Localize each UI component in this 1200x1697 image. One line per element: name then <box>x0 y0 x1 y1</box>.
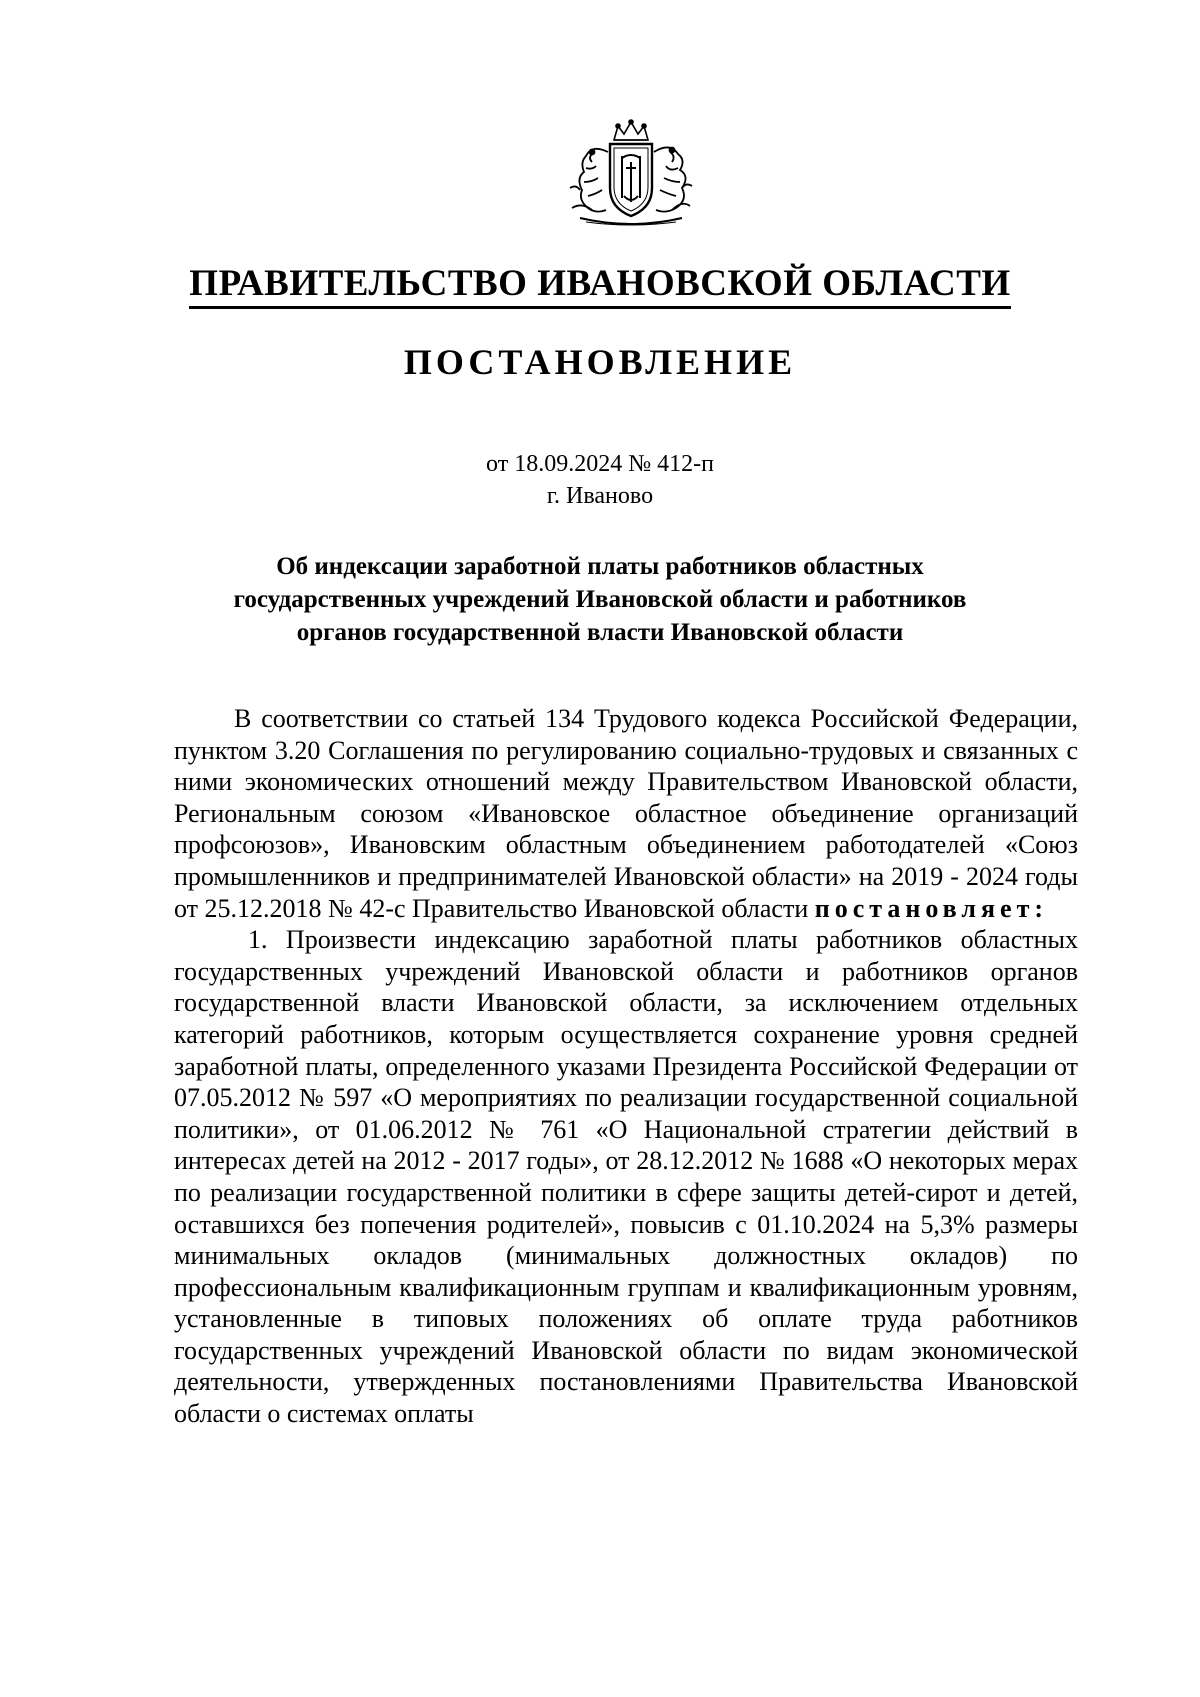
decree-word: постановляет: <box>814 893 1048 923</box>
subject-line-1: Об индексации заработной платы работников областных <box>276 553 924 580</box>
document-subject <box>160 550 1040 649</box>
ivanovo-coat-of-arms-icon <box>562 118 700 230</box>
government-title-text: ПРАВИТЕЛЬСТВО ИВАНОВСКОЙ ОБЛАСТИ <box>189 263 1010 309</box>
document-body <box>174 703 1078 1430</box>
subject-line-2: государственных учреждений Ивановской области и работников <box>233 586 967 613</box>
preamble-text: В соответствии со статьей 134 Трудового кодекса Российской Федерации, пунктом 3.20 Соглашения по регулированию социально-трудовых и связанных с ними экономических отношений между Правительством Ивановской области, Региональным союзом «Ивановское областное объединение организаций профсоюзов», Ивановским областным объединением работодателей «Союз промышленников и предпринимателей Ивановской области» на 2019 - 2024 годы от 25.12.2018 № 42-с Правительство Ивановской области <box>174 704 1078 923</box>
item-1-paragraph: 1. Произвести индексацию заработной платы работников областных государственных учреждений Ивановской области и работников органов государственной власти Ивановской области, за исключением отдельных категорий работников, которым осуществляется сохранение уровня средней заработной платы, определенного указами Президента Российской Федерации от 07.05.2012 № 597 «О мероприятиях по реализации государственной социальной политики», от 01.06.2012 № 761 «О Национальной стратегии действий в интересах детей на 2012 - 2017 годы», от 28.12.2012 № 1688 «О некоторых мерах по реализации государственной политики в сфере защиты детей-сирот и детей, оставшихся без попечения родителей», повысив с 01.10.2024 на 5,3% размеры минимальных окладов (минимальных должностных окладов) по профессиональным квалификационным группам и квалификационным уровням, установленные в типовых положениях об оплате труда работников государственных учреждений Ивановской области по видам экономической деятельности, утвержденных постановлениями Правительства Ивановской области о системах оплаты <box>174 925 1078 1429</box>
document-type: ПОСТАНОВЛЕНИЕ <box>403 342 797 382</box>
document-date-number: от 18.09.2024 № 412-п <box>486 451 714 477</box>
preamble-paragraph <box>174 703 1078 924</box>
document-meta <box>0 448 1200 512</box>
subject-line-3: органов государственной власти Ивановской области <box>296 619 904 646</box>
document-city: г. Иваново <box>546 483 654 509</box>
government-title <box>0 262 1200 306</box>
